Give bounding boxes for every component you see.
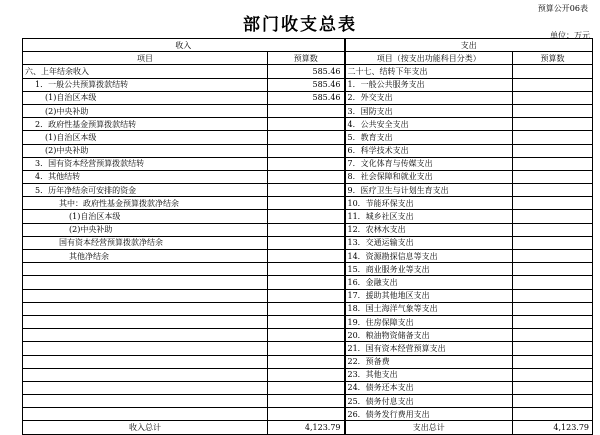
expense-budget-cell xyxy=(513,65,593,78)
expense-item-cell: 16．金融支出 xyxy=(345,276,513,289)
expense-budget-cell xyxy=(513,210,593,223)
expense-budget-cell xyxy=(513,91,593,104)
table-row xyxy=(23,157,593,170)
income-budget-cell xyxy=(268,157,345,170)
income-item-header: 项目 xyxy=(23,52,268,65)
expense-item-header: 项目（按支出功能科目分类） xyxy=(345,52,513,65)
table-row xyxy=(23,329,593,342)
table-row xyxy=(23,368,593,381)
table-row xyxy=(23,223,593,236)
income-budget-cell: 585.46 xyxy=(268,91,345,104)
income-item-cell xyxy=(23,289,268,302)
expense-budget-cell xyxy=(513,118,593,131)
expense-item-cell: 4．公共安全支出 xyxy=(345,118,513,131)
income-item-cell xyxy=(23,395,268,408)
table-row xyxy=(23,78,593,91)
income-item-cell: 1．一般公共预算拨款结转 xyxy=(23,78,268,91)
expense-item-cell: 17．援助其他地区支出 xyxy=(345,289,513,302)
table-row xyxy=(23,395,593,408)
income-budget-cell xyxy=(268,210,345,223)
expense-budget-cell xyxy=(513,381,593,394)
expense-header: 支出 xyxy=(345,39,593,52)
table-row xyxy=(23,118,593,131)
expense-budget-cell xyxy=(513,223,593,236)
table-row xyxy=(23,263,593,276)
expense-budget-cell xyxy=(513,289,593,302)
expense-item-cell: 11．城乡社区支出 xyxy=(345,210,513,223)
expense-budget-cell xyxy=(513,329,593,342)
expense-budget-cell xyxy=(513,78,593,91)
table-row xyxy=(23,276,593,289)
table-row xyxy=(23,144,593,157)
income-item-cell: 其他净结余 xyxy=(23,250,268,263)
income-item-cell xyxy=(23,302,268,315)
expense-item-cell: 7．文化体育与传媒支出 xyxy=(345,157,513,170)
table-row xyxy=(23,131,593,144)
expense-item-cell: 19．住房保障支出 xyxy=(345,315,513,328)
income-item-cell: 六、上年结余收入 xyxy=(23,65,268,78)
income-item-cell xyxy=(23,381,268,394)
income-budget-cell xyxy=(268,368,345,381)
expense-item-cell: 2．外交支出 xyxy=(345,91,513,104)
income-item-cell: (1)自治区本级 xyxy=(23,131,268,144)
income-item-cell: 4．其他结转 xyxy=(23,170,268,183)
table-row xyxy=(23,302,593,315)
table-row xyxy=(23,65,593,78)
income-budget-cell xyxy=(268,250,345,263)
income-budget-cell xyxy=(268,131,345,144)
table-row xyxy=(23,315,593,328)
expense-item-cell: 22．预备费 xyxy=(345,355,513,368)
income-budget-cell xyxy=(268,184,345,197)
expense-item-cell: 26．债务发行费用支出 xyxy=(345,408,513,421)
expense-item-cell: 21．国有资本经营预算支出 xyxy=(345,342,513,355)
expense-budget-cell xyxy=(513,236,593,249)
table-row xyxy=(23,342,593,355)
expense-total-label: 支出总计 xyxy=(345,421,513,434)
income-total-label: 收入总计 xyxy=(23,421,268,434)
expense-budget-cell xyxy=(513,131,593,144)
income-item-cell: 2．政府性基金预算拨款结转 xyxy=(23,118,268,131)
income-budget-cell xyxy=(268,395,345,408)
expense-item-cell: 5．教育支出 xyxy=(345,131,513,144)
expense-budget-cell xyxy=(513,197,593,210)
income-item-cell: 其中：政府性基金预算拨款净结余 xyxy=(23,197,268,210)
expense-item-cell: 15．商业服务业等支出 xyxy=(345,263,513,276)
expense-total-value: 4,123.79 xyxy=(513,421,593,434)
table-row xyxy=(23,250,593,263)
expense-budget-cell xyxy=(513,408,593,421)
income-budget-cell xyxy=(268,144,345,157)
header-row-columns xyxy=(23,52,593,65)
income-item-cell: (1)自治区本级 xyxy=(23,210,268,223)
income-item-cell: (2)中央补助 xyxy=(23,223,268,236)
table-row xyxy=(23,408,593,421)
expense-budget-cell xyxy=(513,355,593,368)
table-row xyxy=(23,236,593,249)
expense-item-cell: 23．其他支出 xyxy=(345,368,513,381)
income-budget-cell xyxy=(268,302,345,315)
income-budget-cell xyxy=(268,355,345,368)
table-row xyxy=(23,91,593,104)
income-item-cell xyxy=(23,408,268,421)
expense-budget-cell xyxy=(513,315,593,328)
expense-item-cell: 20．粮油物资储备支出 xyxy=(345,329,513,342)
expense-item-cell: 9．医疗卫生与计划生育支出 xyxy=(345,184,513,197)
income-item-cell: 5．历年净结余可安排的资金 xyxy=(23,184,268,197)
expense-budget-cell xyxy=(513,250,593,263)
expense-budget-cell xyxy=(513,395,593,408)
unit-label: 单位：万元 xyxy=(550,31,590,40)
income-budget-cell xyxy=(268,223,345,236)
expense-budget-cell xyxy=(513,263,593,276)
table-row xyxy=(23,381,593,394)
expense-item-cell: 12．农林水支出 xyxy=(345,223,513,236)
income-item-cell xyxy=(23,355,268,368)
expense-item-cell: 25．债务付息支出 xyxy=(345,395,513,408)
table-row xyxy=(23,210,593,223)
income-item-cell: 3．国有资本经营预算拨款结转 xyxy=(23,157,268,170)
expense-item-cell: 3．国防支出 xyxy=(345,104,513,117)
income-total-value: 4,123.79 xyxy=(268,421,345,434)
income-item-cell: (1)自治区本级 xyxy=(23,91,268,104)
income-budget-cell: 585.46 xyxy=(268,78,345,91)
expense-item-cell: 6．科学技术支出 xyxy=(345,144,513,157)
expense-budget-cell xyxy=(513,184,593,197)
income-item-cell xyxy=(23,368,268,381)
income-budget-cell xyxy=(268,263,345,276)
expense-budget-cell xyxy=(513,342,593,355)
income-item-cell: (2)中央补助 xyxy=(23,104,268,117)
table-code: 预算公开06表 xyxy=(537,4,588,13)
income-budget-cell: 585.46 xyxy=(268,65,345,78)
expense-item-cell: 10．节能环保支出 xyxy=(345,197,513,210)
expense-item-cell: 24．债务还本支出 xyxy=(345,381,513,394)
income-budget-cell xyxy=(268,315,345,328)
expense-budget-cell xyxy=(513,276,593,289)
income-item-cell: 国有资本经营预算拨款净结余 xyxy=(23,236,268,249)
income-budget-cell xyxy=(268,197,345,210)
income-budget-cell xyxy=(268,381,345,394)
header-row-group xyxy=(23,39,593,52)
expense-budget-cell xyxy=(513,157,593,170)
expense-item-cell: 18．国土海洋气象等支出 xyxy=(345,302,513,315)
expense-budget-cell xyxy=(513,368,593,381)
income-item-cell xyxy=(23,276,268,289)
expense-budget-cell xyxy=(513,302,593,315)
table-row xyxy=(23,170,593,183)
income-budget-cell xyxy=(268,408,345,421)
income-item-cell xyxy=(23,342,268,355)
table-row xyxy=(23,104,593,117)
expense-item-cell: 14．资源勘探信息等支出 xyxy=(345,250,513,263)
expense-budget-cell xyxy=(513,104,593,117)
income-budget-cell xyxy=(268,118,345,131)
expense-item-cell: 1．一般公共服务支出 xyxy=(345,78,513,91)
totals-row xyxy=(23,421,593,434)
budget-table xyxy=(22,38,593,435)
income-item-cell: (2)中央补助 xyxy=(23,144,268,157)
expense-budget-cell xyxy=(513,144,593,157)
income-budget-header: 预算数 xyxy=(268,52,345,65)
page-title: 部门收支总表 xyxy=(243,15,357,35)
income-item-cell xyxy=(23,315,268,328)
income-budget-cell xyxy=(268,236,345,249)
expense-budget-header: 预算数 xyxy=(513,52,593,65)
income-budget-cell xyxy=(268,329,345,342)
income-header: 收入 xyxy=(23,39,345,52)
income-budget-cell xyxy=(268,342,345,355)
table-row xyxy=(23,355,593,368)
income-budget-cell xyxy=(268,276,345,289)
expense-item-cell: 二十七、结转下年支出 xyxy=(345,65,513,78)
table-row xyxy=(23,184,593,197)
table-row xyxy=(23,197,593,210)
income-item-cell xyxy=(23,263,268,276)
income-budget-cell xyxy=(268,170,345,183)
expense-budget-cell xyxy=(513,170,593,183)
income-item-cell xyxy=(23,329,268,342)
expense-item-cell: 8．社会保障和就业支出 xyxy=(345,170,513,183)
table-row xyxy=(23,289,593,302)
income-budget-cell xyxy=(268,289,345,302)
income-budget-cell xyxy=(268,104,345,117)
expense-item-cell: 13．交通运输支出 xyxy=(345,236,513,249)
